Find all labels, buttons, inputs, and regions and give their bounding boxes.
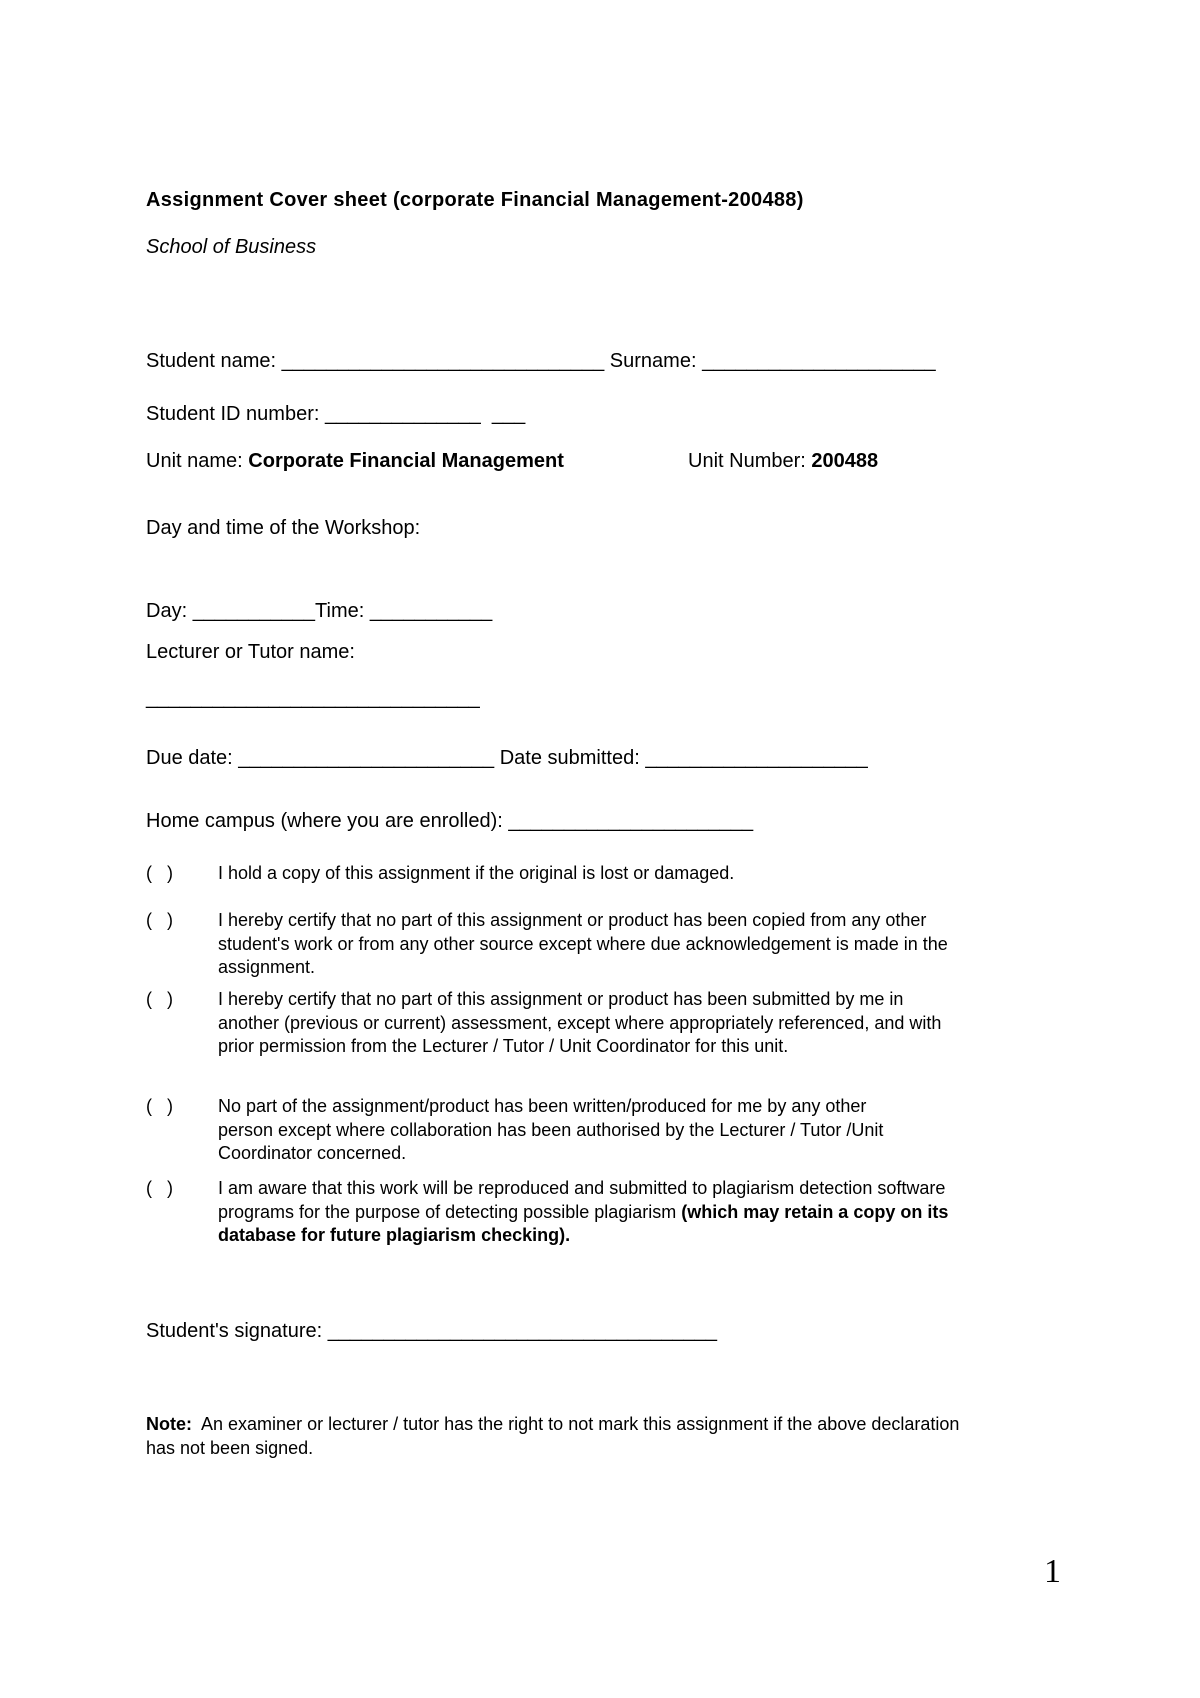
home-campus-field[interactable]: ______________________ bbox=[508, 810, 754, 832]
student-name-row bbox=[146, 350, 936, 373]
signature-row bbox=[146, 1320, 717, 1343]
date-submitted-label: Date submitted: bbox=[499, 747, 640, 769]
day-time-row bbox=[146, 600, 492, 623]
declaration-item bbox=[146, 1177, 976, 1248]
student-id-field[interactable]: ______________ ___ bbox=[325, 403, 526, 425]
signature-label: Student's signature: bbox=[146, 1320, 323, 1342]
page-number: 1 bbox=[1044, 1553, 1061, 1590]
declaration-item bbox=[146, 1095, 906, 1166]
date-submitted-field[interactable]: ____________________ bbox=[645, 747, 868, 769]
time-label: Time: bbox=[315, 600, 365, 622]
unit-number-row bbox=[688, 450, 878, 473]
dates-row bbox=[146, 747, 868, 770]
time-field[interactable]: ___________ bbox=[369, 600, 493, 622]
declaration-text-group bbox=[218, 1177, 976, 1248]
declaration-item bbox=[146, 909, 966, 980]
lecturer-label: Lecturer or Tutor name: bbox=[146, 641, 355, 663]
declaration-text: I hold a copy of this assignment if the original is lost or damaged. bbox=[218, 863, 735, 883]
due-date-field[interactable]: _______________________ bbox=[238, 747, 495, 769]
home-campus-row bbox=[146, 810, 753, 833]
student-name-label: Student name: bbox=[146, 350, 277, 372]
surname-label: Surname: bbox=[609, 350, 697, 372]
home-campus-label: Home campus (where you are enrolled): bbox=[146, 810, 503, 832]
due-date-label: Due date: bbox=[146, 747, 233, 769]
declaration-text: No part of the assignment/product has been written/produced for me by any other person except where collaboration has been authorised by the Lecturer / Tutor /Unit Coordinator concerned. bbox=[218, 1096, 884, 1163]
day-field[interactable]: ___________ bbox=[192, 600, 316, 622]
declaration-item bbox=[146, 862, 986, 886]
note-label: Note: bbox=[146, 1414, 192, 1434]
student-name-field[interactable]: _____________________________ bbox=[281, 350, 605, 372]
declaration-text: I am aware that this work will be reproduced and submitted to plagiarism detection software programs for the purpose of detecting possible plagiarism bbox=[218, 1178, 946, 1222]
school-name: School of Business bbox=[146, 236, 317, 258]
declaration-checkbox[interactable]: ( ) bbox=[146, 1178, 173, 1198]
unit-name-row bbox=[146, 450, 564, 473]
declaration-checkbox[interactable]: ( ) bbox=[146, 863, 173, 883]
document-title: Assignment Cover sheet (corporate Financial Management-200488) bbox=[146, 189, 804, 211]
student-id-label: Student ID number: bbox=[146, 403, 320, 425]
day-label: Day: bbox=[146, 600, 188, 622]
unit-number-label: Unit Number: bbox=[688, 450, 806, 472]
declaration-text: I hereby certify that no part of this assignment or product has been copied from any other student's work or from any other source except where due acknowledgement is made in the assignment. bbox=[218, 910, 948, 977]
declaration-checkbox[interactable]: ( ) bbox=[146, 910, 173, 930]
declaration-bold-text: (which may retain a copy on its database for future plagiarism checking). bbox=[218, 1201, 949, 1245]
declaration-item bbox=[146, 988, 946, 1059]
unit-number-value: 200488 bbox=[811, 450, 879, 472]
surname-field[interactable]: _____________________ bbox=[702, 350, 936, 372]
declaration-text: I hereby certify that no part of this assignment or product has been submitted by me in another (previous or current) assessment, except where appropriately referenced, and with prior permission from the Lecturer / Tutor / Unit Coordinator for this unit. bbox=[218, 989, 942, 1056]
declaration-checkbox[interactable]: ( ) bbox=[146, 989, 173, 1009]
student-id-row bbox=[146, 403, 525, 426]
workshop-label: Day and time of the Workshop: bbox=[146, 517, 421, 539]
note-text: An examiner or lecturer / tutor has the right to not mark this assignment if the above declaration has not been signed. bbox=[146, 1414, 960, 1458]
lecturer-field[interactable]: ______________________________ bbox=[146, 687, 480, 709]
declaration-checkbox[interactable]: ( ) bbox=[146, 1096, 173, 1116]
signature-field[interactable]: ___________________________________ bbox=[327, 1320, 718, 1342]
note bbox=[146, 1413, 966, 1460]
unit-name-label: Unit name: bbox=[146, 450, 243, 472]
unit-name-value: Corporate Financial Management bbox=[248, 450, 564, 472]
